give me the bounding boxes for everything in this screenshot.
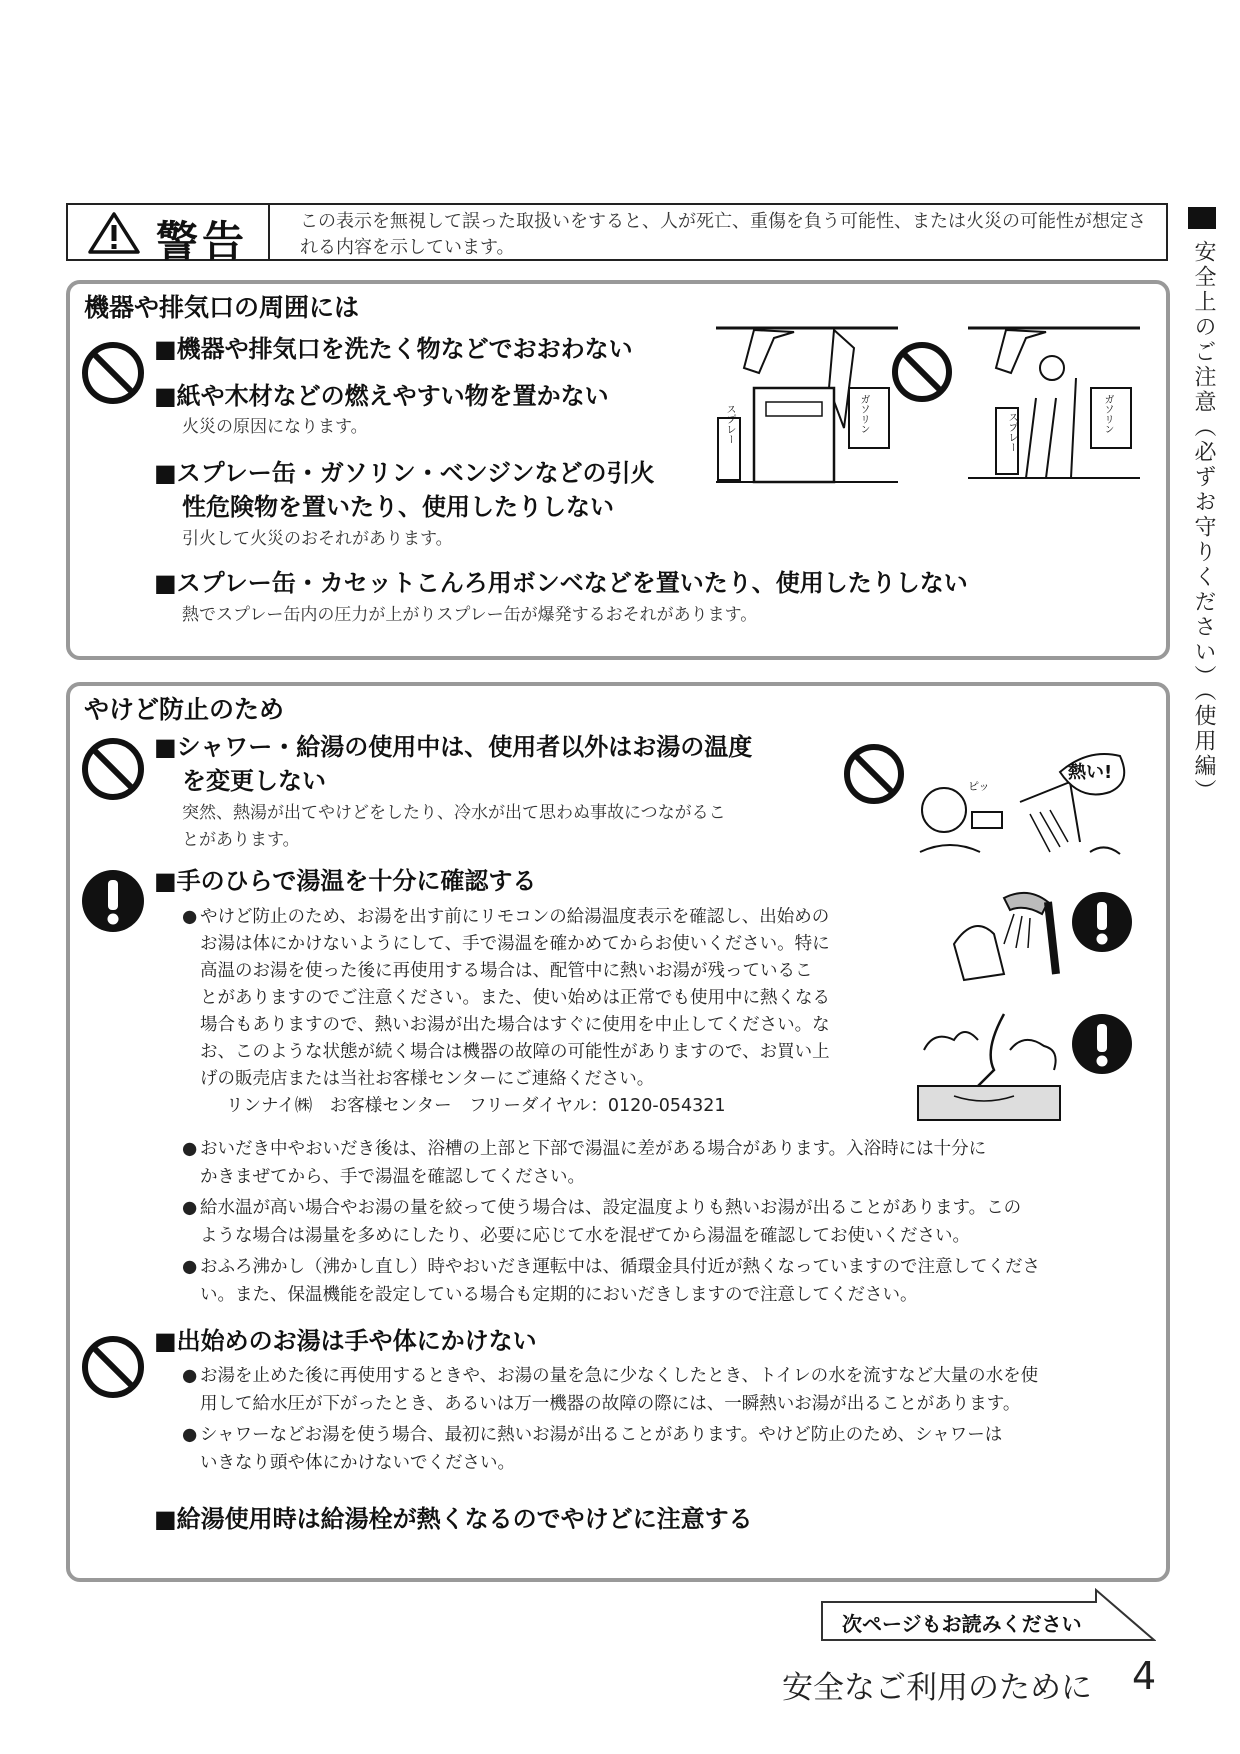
- section1-item3-note: 引火して火災のおそれがあります。: [182, 529, 453, 549]
- section1-item2-heading: ■紙や木材などの燃えやすい物を置かない: [154, 382, 609, 410]
- section1-item3-heading-line1: ■スプレー缶・ガソリン・ベンジンなどの引火: [154, 459, 655, 487]
- spray-can-label-2: スプレー: [1006, 412, 1017, 452]
- section2-item3-bullets: [182, 1362, 1148, 1477]
- para-line: お湯は体にかけないようにして、手で湯温を確かめてからお使いください。特に: [200, 934, 830, 954]
- hand-under-shower-illustration: [944, 884, 1060, 988]
- para-line: 高温のお湯を使った後に再使用する場合は、配管中に熱いお湯が残っているこ: [200, 961, 813, 981]
- bullet-line: おいだき中やおいだき後は、浴槽の上部と下部で湯温に差がある場合があります。入浴時には十分に: [200, 1139, 987, 1159]
- gasoline-can-label: ガソリン: [858, 394, 869, 434]
- beep-sound-label: ピッ: [968, 780, 990, 793]
- prohibition-icon: [890, 340, 954, 404]
- section2-item2-paragraph: [182, 904, 922, 1120]
- prohibition-icon: [80, 340, 146, 406]
- customer-center-contact: リンナイ㈱ お客様センター フリーダイヤル：0120-054321: [226, 1096, 726, 1116]
- section2-item2-bullets: [182, 1135, 1148, 1309]
- bullet-dot: ●: [182, 1366, 198, 1386]
- bullet-line: 給水温が高い場合やお湯の量を絞って使う場合は、設定温度よりも熱いお湯が出ることがあります。この: [200, 1198, 1022, 1218]
- mandatory-action-icon: [1070, 1012, 1134, 1076]
- warning-description: この表示を無視して誤った取扱いをすると、人が死亡、重傷を負う可能性、または火災の可能性が想定される内容を示しています。: [300, 211, 1146, 258]
- bullet-line: お湯を止めた後に再使用するときや、お湯の量を急に少なくしたとき、トイレの水を流すなど大量の水を使: [200, 1366, 1039, 1386]
- warning-label: 警告: [156, 217, 249, 266]
- warning-triangle-icon: [88, 211, 140, 255]
- section1-item3-heading-line2: 性危険物を置いたり、使用したりしない: [182, 493, 614, 521]
- spray-gasoline-illustration: [966, 318, 1142, 484]
- section2-item1-note-line2: とがあります。: [182, 830, 300, 850]
- section2-item1-heading-line1: ■シャワー・給湯の使用中は、使用者以外はお湯の温度: [154, 733, 753, 761]
- para-line: お、このような状態が続く場合は機器の故障の可能性がありますので、お買い上: [200, 1042, 830, 1062]
- list-item: [182, 1253, 1148, 1309]
- section2-item4-heading: ■給湯使用時は給湯栓が熱くなるのでやけどに注意する: [154, 1505, 753, 1533]
- bullet-line: 用して給水圧が下がったとき、あるいは万一機器の故障の際には、一瞬熱いお湯が出ることがあります。: [200, 1394, 1021, 1414]
- bullet-line: おふろ沸かし（沸かし直し）時やおいだき運転中は、循環金具付近が熱くなっていますので注意してくださ: [200, 1257, 1040, 1277]
- list-item: [182, 1194, 1148, 1250]
- hand-in-bath-illustration: [914, 1010, 1064, 1122]
- prohibition-icon: [80, 1334, 146, 1400]
- section1-item4-heading: ■スプレー缶・カセットこんろ用ボンベなどを置いたり、使用したりしない: [154, 569, 968, 597]
- para-line: やけど防止のため、お湯を出す前にリモコンの給湯温度表示を確認し、出始めの: [200, 907, 830, 927]
- prohibition-icon: [842, 742, 906, 806]
- section2-item1-heading-line2: を変更しない: [182, 767, 326, 795]
- bullet-dot: ●: [182, 1425, 198, 1445]
- bullet-line: かきまぜてから、手で湯温を確認してください。: [200, 1167, 585, 1187]
- list-item: [182, 1421, 1148, 1477]
- section2-item2-heading: ■手のひらで湯温を十分に確認する: [154, 867, 537, 895]
- mandatory-action-icon: [1070, 890, 1134, 954]
- section2-item3-heading: ■出始めのお湯は手や体にかけない: [154, 1327, 537, 1355]
- section1-title: 機器や排気口の周囲には: [84, 293, 360, 322]
- bullet-line: シャワーなどお湯を使う場合、最初に熱いお湯が出ることがあります。やけど防止のため、シャワーは: [200, 1425, 1003, 1445]
- bullet-line: い。また、保温機能を設定している場合も定期的においだきしますので注意してください。: [200, 1285, 918, 1305]
- section1-item1-heading: ■機器や排気口を洗たく物などでおおわない: [154, 335, 633, 363]
- list-item: [182, 1362, 1148, 1418]
- bullet-dot: ●: [182, 907, 198, 927]
- para-line: 場合もありますので、熱いお湯が出た場合はすぐに使用を中止してください。な: [200, 1015, 830, 1035]
- section2-title: やけど防止のため: [84, 695, 285, 724]
- laundry-near-heater-illustration: [714, 318, 900, 484]
- mandatory-action-icon: [80, 868, 146, 934]
- warning-header: [66, 203, 1168, 266]
- bullet-dot: ●: [182, 1139, 198, 1159]
- bullet-dot: ●: [182, 1198, 198, 1218]
- spray-can-label: スプレー: [724, 404, 735, 444]
- para-line: げの販売店または当社お客様センターにご連絡ください。: [200, 1069, 655, 1089]
- warning-label-box: [68, 205, 270, 266]
- sidebar-section-label: 安全上のご注意（必ずお守りください）（使用編）: [1191, 240, 1216, 804]
- section1-item2-note: 火災の原因になります。: [182, 417, 368, 437]
- footer-title: 安全なご利用のために: [782, 1670, 1092, 1706]
- list-item: [182, 1135, 1148, 1191]
- section2-item1-note-line1: 突然、熱湯が出てやけどをしたり、冷水が出て思わぬ事故につながるこ: [182, 803, 726, 823]
- prohibition-icon: [80, 736, 146, 802]
- hot-callout: 熱い!: [1068, 762, 1113, 783]
- sidebar-marker: [1188, 207, 1216, 229]
- gasoline-can-label-2: ガソリン: [1102, 394, 1113, 434]
- section1-item4-note: 熱でスプレー缶内の圧力が上がりスプレー缶が爆発するおそれがあります。: [182, 605, 758, 625]
- bullet-line: いきなり頭や体にかけないでください。: [200, 1453, 515, 1473]
- bullet-dot: ●: [182, 1257, 198, 1277]
- page-number: 4: [1132, 1654, 1157, 1698]
- para-line: とがありますのでご注意ください。また、使い始めは正常でも使用中に熱くなる: [200, 988, 830, 1008]
- bullet-line: ような場合は湯量を多めにしたり、必要に応じて水を混ぜてから湯温を確認してお使いください。: [200, 1226, 970, 1246]
- next-page-label: 次ページもお読みください: [842, 1612, 1082, 1636]
